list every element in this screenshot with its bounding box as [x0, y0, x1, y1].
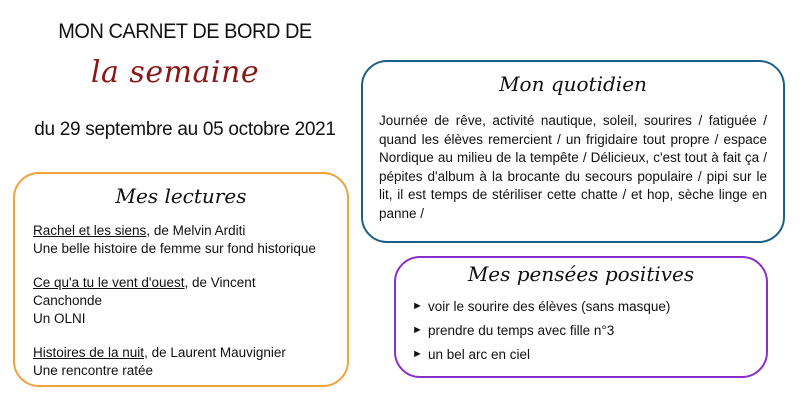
book-author: , de Laurent Mauvignier [144, 345, 286, 360]
book-line [33, 344, 337, 362]
list-item [412, 342, 756, 366]
list-item-text: voir le sourire des élèves (sans masque) [428, 298, 671, 314]
book-title: Rachel et les siens [33, 223, 147, 238]
quotidien-text: Journée de rêve, activité nautique, soleil, sourires / fatiguée / quand les élèves remercient / un frigidaire tout propre / espace Nordique au milieu de la tempête / Délicieux, c'est tout à fait ça / pépites d'album à la brocante du secours populaire / pipi sur le lit, il est temps de stériliser cette chatte / et hop, sèche linge en panne / [379, 113, 767, 221]
pensees-list [412, 294, 756, 366]
lectures-heading: Mes lectures [115, 184, 247, 208]
list-item [412, 294, 756, 318]
book-line [33, 222, 337, 240]
pensees-heading: Mes pensées positives [467, 262, 695, 286]
bullet-arrow-icon: ► [412, 348, 423, 360]
book-title: Ce qu'a tu le vent d'ouest [33, 275, 185, 290]
book-entry [33, 222, 337, 258]
list-item [412, 318, 756, 342]
pensees-box [394, 256, 768, 378]
book-comment: Une rencontre ratée [33, 363, 154, 378]
book-line [33, 274, 273, 310]
bullet-arrow-icon: ► [412, 300, 423, 312]
date-range: du 29 septembre au 05 octobre 2021 [34, 119, 336, 140]
book-entry [33, 274, 337, 328]
book-entry [33, 344, 337, 380]
book-author: de Melvin Arditi [150, 223, 246, 238]
page-title: MON CARNET DE BORD DE [58, 20, 312, 43]
quotidien-heading: Mon quotidien [499, 72, 647, 96]
bullet-arrow-icon: ► [412, 324, 423, 336]
lectures-box [13, 172, 349, 387]
book-comment: Un OLNI [33, 311, 86, 326]
lectures-list [33, 222, 337, 396]
book-title: Histoires de la nuit [33, 345, 145, 360]
quotidien-box [361, 60, 785, 243]
page-subtitle: la semaine [90, 55, 260, 90]
book-author: , de Vincent Canchonde [33, 275, 256, 308]
book-comment: Une belle histoire de femme sur fond historique [33, 241, 316, 256]
list-item-text: un bel arc en ciel [428, 346, 531, 362]
book-title-suffix: , [146, 223, 151, 238]
list-item-text: prendre du temps avec fille n°3 [428, 322, 615, 338]
